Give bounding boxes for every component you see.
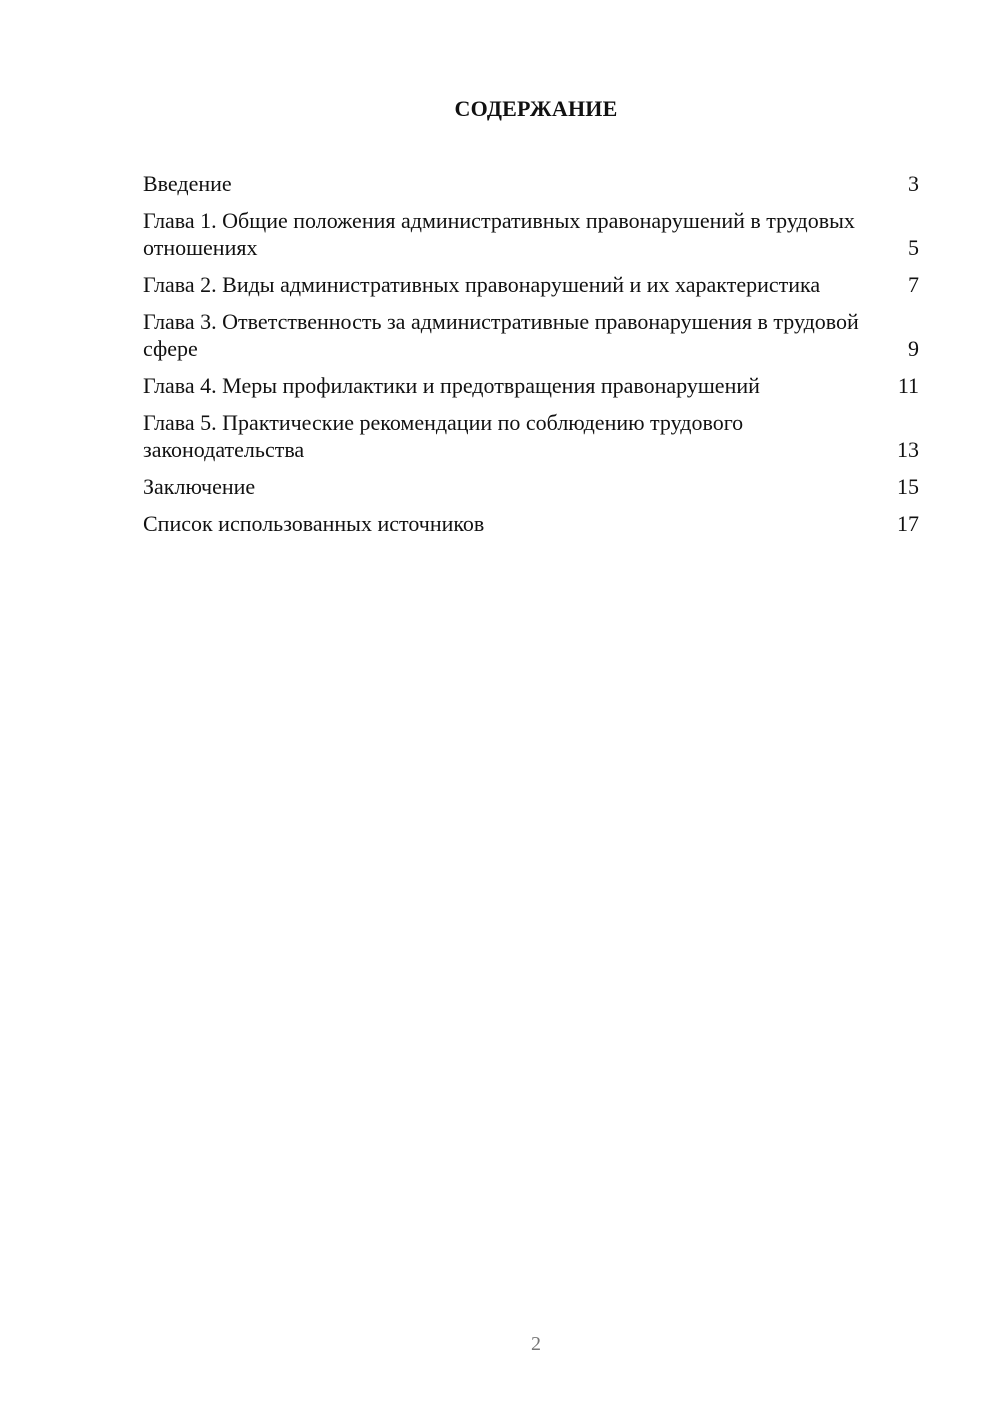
toc-entry-conclusion xyxy=(143,473,919,500)
toc-entry-page: 9 xyxy=(908,336,919,361)
toc-entry-page: 15 xyxy=(897,474,919,499)
toc-entry-text: Введение xyxy=(143,171,232,196)
toc-entry-page: 5 xyxy=(908,235,919,260)
toc-entry-page: 17 xyxy=(897,511,919,536)
toc-entry-introduction xyxy=(143,170,919,197)
toc-entry-text: Заключение xyxy=(143,474,256,499)
toc-entry-chapter-2 xyxy=(143,271,919,298)
toc-title: СОДЕРЖАНИЕ xyxy=(454,96,618,121)
toc-entry-page: 3 xyxy=(908,171,919,196)
page-number: 2 xyxy=(531,1333,541,1355)
toc-entry-page: 7 xyxy=(908,272,919,297)
toc-entry-text: Глава 3. Ответственность за административные правонарушения в трудовой сфере xyxy=(143,309,859,361)
toc-entry-chapter-5 xyxy=(143,409,919,463)
toc-entry-text: Глава 2. Виды административных правонарушений и их характеристика xyxy=(143,272,821,297)
toc-entry-references xyxy=(143,510,919,537)
toc-entry-page: 13 xyxy=(897,437,919,462)
toc-entry-text: Глава 1. Общие положения административных правонарушений в трудовых отношениях xyxy=(143,208,855,260)
table-of-contents xyxy=(143,170,919,547)
toc-entry-chapter-1 xyxy=(143,207,919,261)
toc-entry-text: Список использованных источников xyxy=(143,511,485,536)
toc-entry-text: Глава 5. Практические рекомендации по соблюдению трудового законодательства xyxy=(143,410,744,462)
toc-entry-chapter-4 xyxy=(143,372,919,399)
toc-entry-chapter-3 xyxy=(143,308,919,362)
toc-entry-text: Глава 4. Меры профилактики и предотвращения правонарушений xyxy=(143,373,760,398)
toc-entry-page: 11 xyxy=(897,373,919,398)
